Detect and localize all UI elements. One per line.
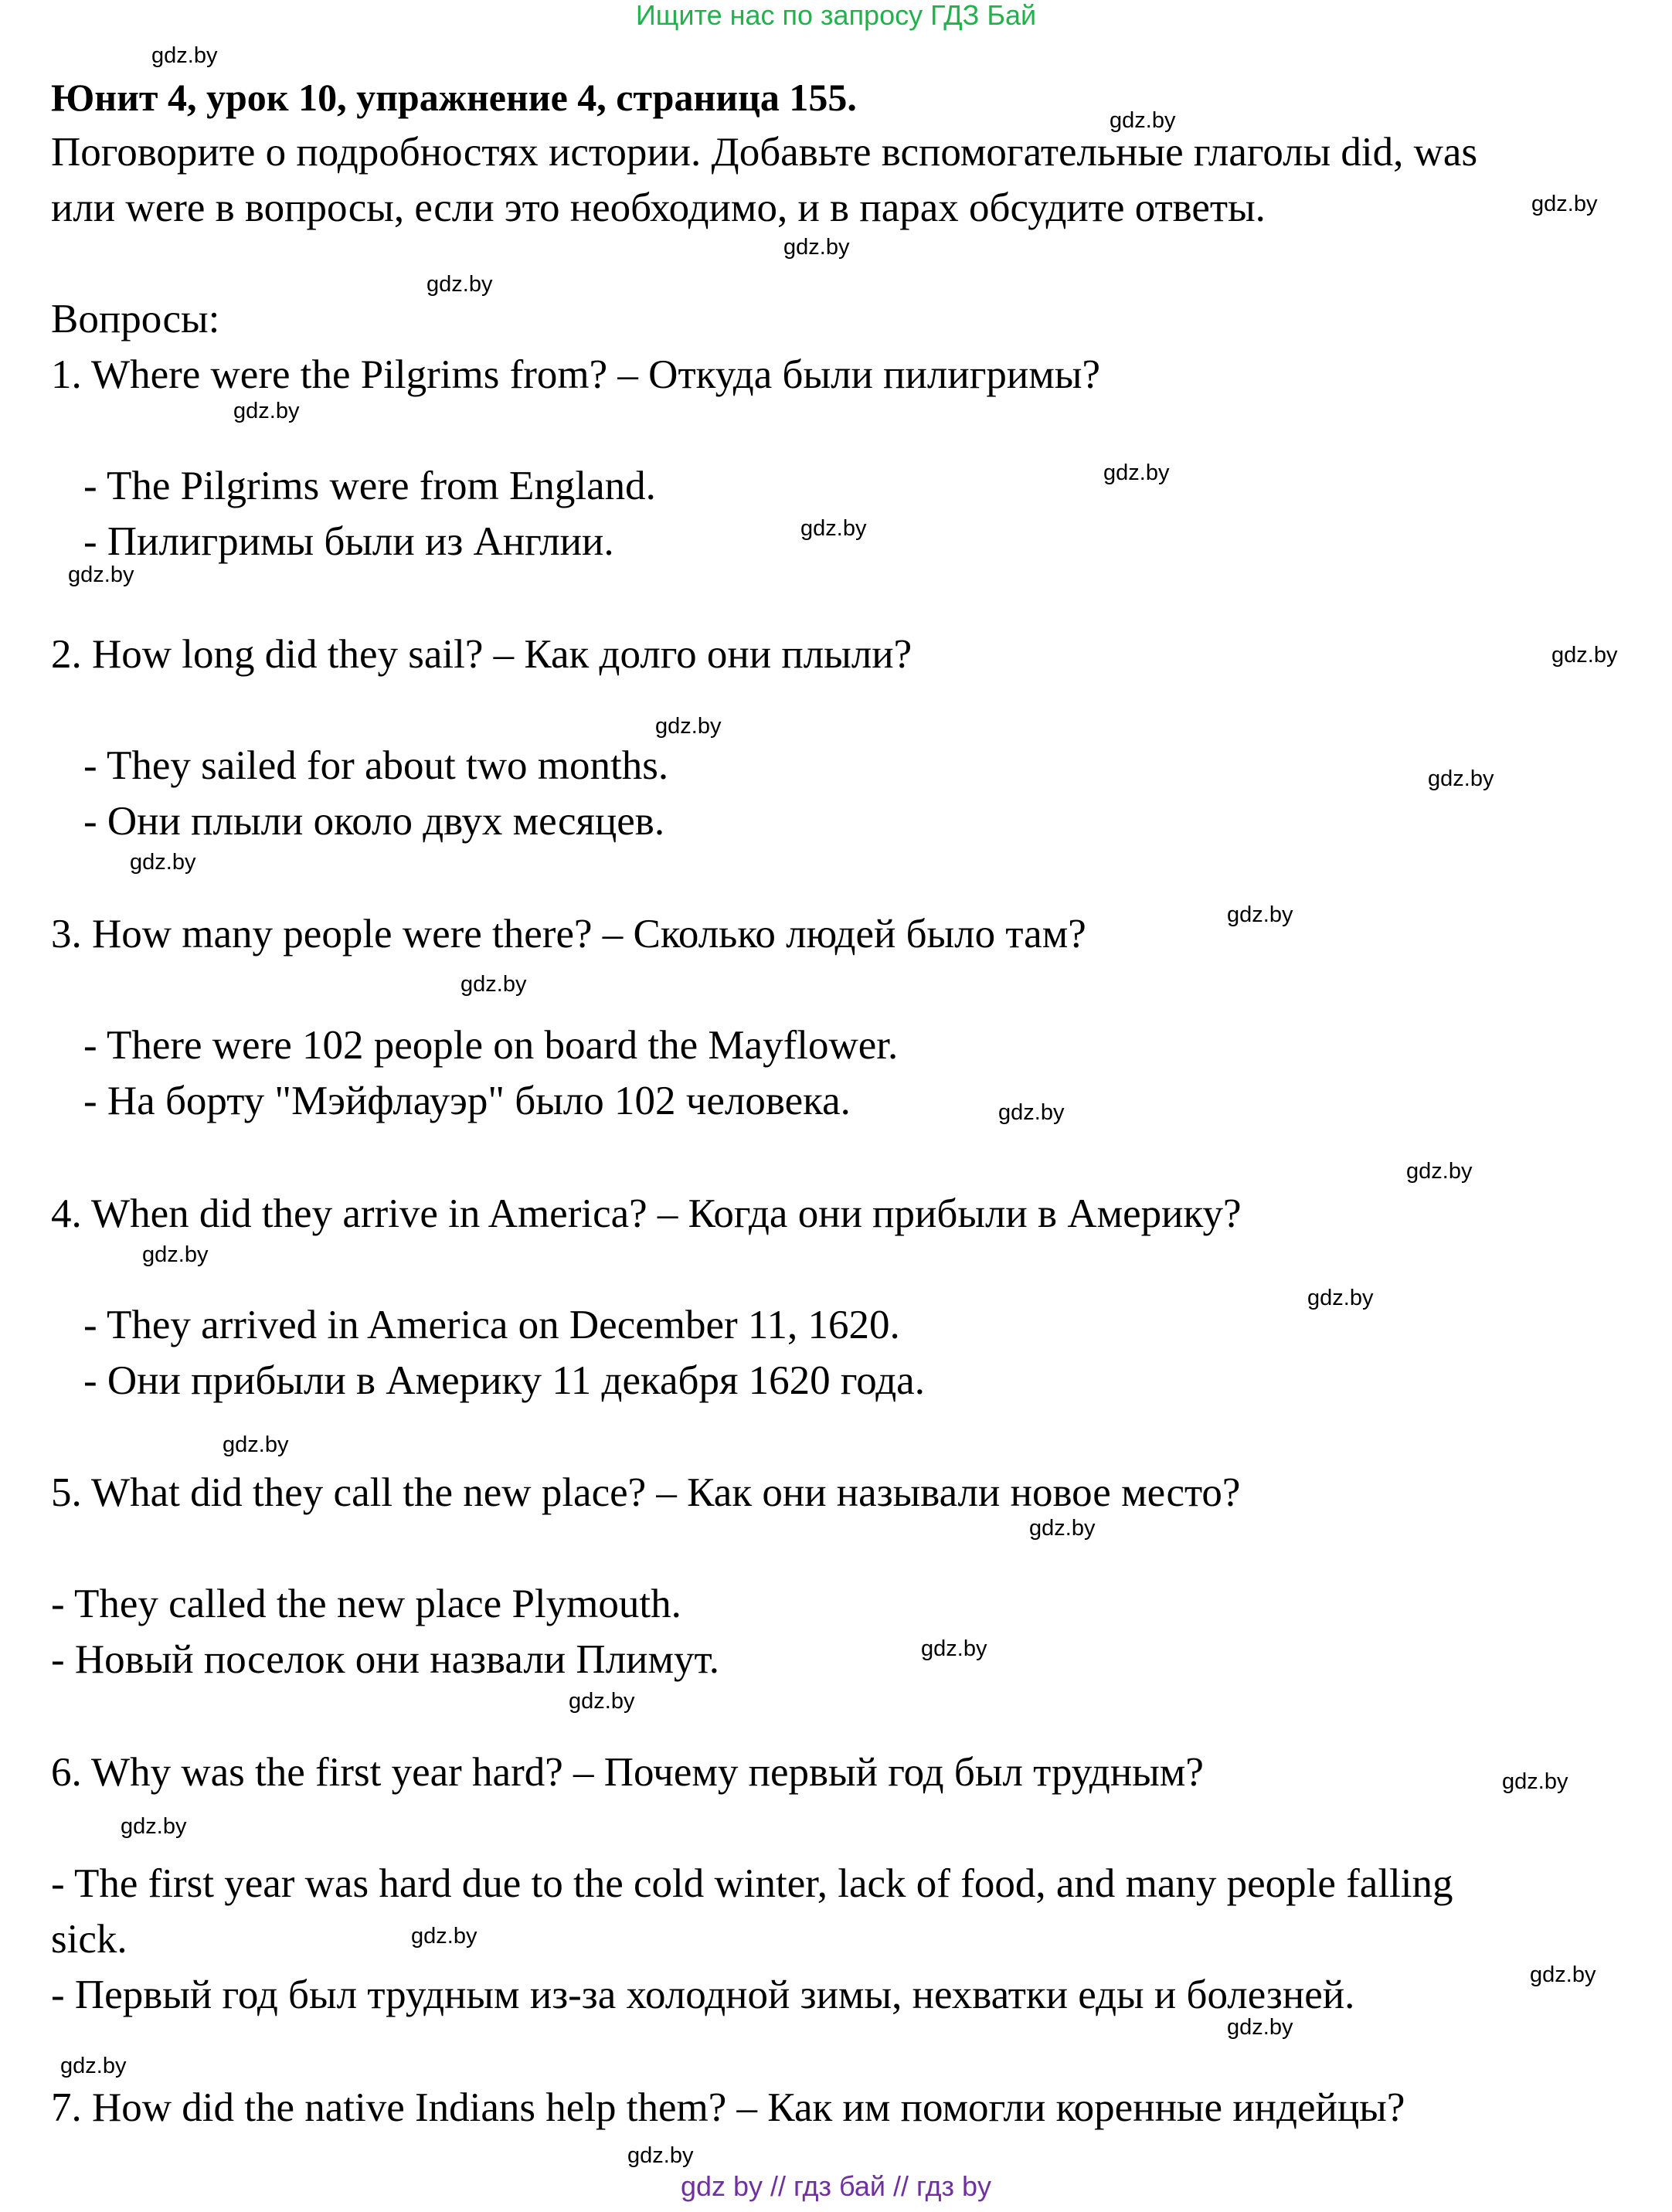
watermark: gdz.by bbox=[460, 972, 527, 997]
question-7: 7. How did the native Indians help them? – Как им помогли коренные индейцы? bbox=[51, 2085, 1405, 2130]
watermark: gdz.by bbox=[1307, 1286, 1374, 1310]
answer-2-en: - They sailed for about two months. bbox=[83, 743, 669, 788]
bottom-banner[interactable]: gdz by // гдз бай // гдз by bbox=[680, 2170, 992, 2202]
watermark: gdz.by bbox=[121, 1814, 187, 1839]
answer-6-en-line-2: sick. bbox=[51, 1917, 127, 1962]
answer-4-ru: - Они прибыли в Америку 11 декабря 1620 года. bbox=[83, 1358, 925, 1403]
watermark: gdz.by bbox=[800, 516, 867, 541]
answer-1-en: - The Pilgrims were from England. bbox=[83, 464, 656, 508]
watermark: gdz.by bbox=[411, 1924, 477, 1949]
watermark: gdz.by bbox=[1103, 460, 1170, 485]
watermark: gdz.by bbox=[655, 714, 722, 739]
answer-3-ru: - На борту "Мэйфлауэр" было 102 человека. bbox=[83, 1079, 851, 1123]
watermark: gdz.by bbox=[60, 2054, 127, 2078]
watermark: gdz.by bbox=[1502, 1769, 1568, 1794]
watermark: gdz.by bbox=[130, 850, 196, 875]
answer-1-ru: - Пилигримы были из Англии. bbox=[83, 519, 614, 564]
question-3: 3. How many people were there? – Сколько людей было там? bbox=[51, 912, 1086, 956]
watermark: gdz.by bbox=[68, 562, 134, 587]
question-5: 5. What did they call the new place? – Как они называли новое место? bbox=[51, 1470, 1241, 1515]
questions-heading: Вопросы: bbox=[51, 297, 220, 341]
watermark: gdz.by bbox=[1531, 192, 1598, 216]
watermark: gdz.by bbox=[233, 399, 300, 423]
question-6: 6. Why was the first year hard? – Почему первый год был трудным? bbox=[51, 1750, 1204, 1795]
watermark: gdz.by bbox=[1530, 1962, 1596, 1987]
watermark: gdz.by bbox=[1551, 643, 1618, 668]
question-2: 2. How long did they sail? – Как долго они плыли? bbox=[51, 632, 912, 677]
question-4: 4. When did they arrive in America? – Когда они прибыли в Америку? bbox=[51, 1191, 1242, 1236]
answer-6-en-line-1: - The first year was hard due to the cold winter, lack of food, and many people falling bbox=[51, 1861, 1453, 1906]
watermark: gdz.by bbox=[1406, 1159, 1473, 1184]
watermark: gdz.by bbox=[1428, 766, 1494, 791]
watermark: gdz.by bbox=[1029, 1516, 1096, 1541]
watermark: gdz.by bbox=[1110, 108, 1176, 133]
top-banner[interactable]: Ищите нас по запросу ГДЗ Бай bbox=[635, 0, 1037, 31]
instruction-line-1: Поговорите о подробностях истории. Добавьте вспомогательные глаголы did, was bbox=[51, 130, 1478, 175]
exercise-title: Юнит 4, урок 10, упражнение 4, страница 155. bbox=[51, 76, 857, 119]
answer-3-en: - There were 102 people on board the Mayflower. bbox=[83, 1023, 899, 1068]
watermark: gdz.by bbox=[627, 2143, 694, 2168]
answer-2-ru: - Они плыли около двух месяцев. bbox=[83, 799, 665, 844]
watermark: gdz.by bbox=[569, 1689, 635, 1714]
watermark: gdz.by bbox=[921, 1636, 987, 1661]
instruction-line-2: или were в вопросы, если это необходимо, и в парах обсудите ответы. bbox=[51, 185, 1266, 230]
watermark: gdz.by bbox=[151, 43, 218, 68]
answer-5-en: - They called the new place Plymouth. bbox=[51, 1582, 681, 1626]
answer-5-ru: - Новый поселок они назвали Плимут. bbox=[51, 1637, 719, 1682]
watermark: gdz.by bbox=[1227, 2015, 1293, 2040]
question-1: 1. Where were the Pilgrims from? – Откуда были пилигримы? bbox=[51, 352, 1100, 397]
answer-6-ru: - Первый год был трудным из-за холодной зимы, нехватки еды и болезней. bbox=[51, 1972, 1355, 2017]
answer-4-en: - They arrived in America on December 11, 1620. bbox=[83, 1303, 900, 1347]
watermark: gdz.by bbox=[998, 1100, 1065, 1125]
watermark: gdz.by bbox=[1227, 902, 1293, 927]
watermark: gdz.by bbox=[783, 235, 850, 260]
watermark: gdz.by bbox=[426, 272, 493, 297]
watermark: gdz.by bbox=[223, 1432, 289, 1457]
watermark: gdz.by bbox=[142, 1242, 209, 1267]
